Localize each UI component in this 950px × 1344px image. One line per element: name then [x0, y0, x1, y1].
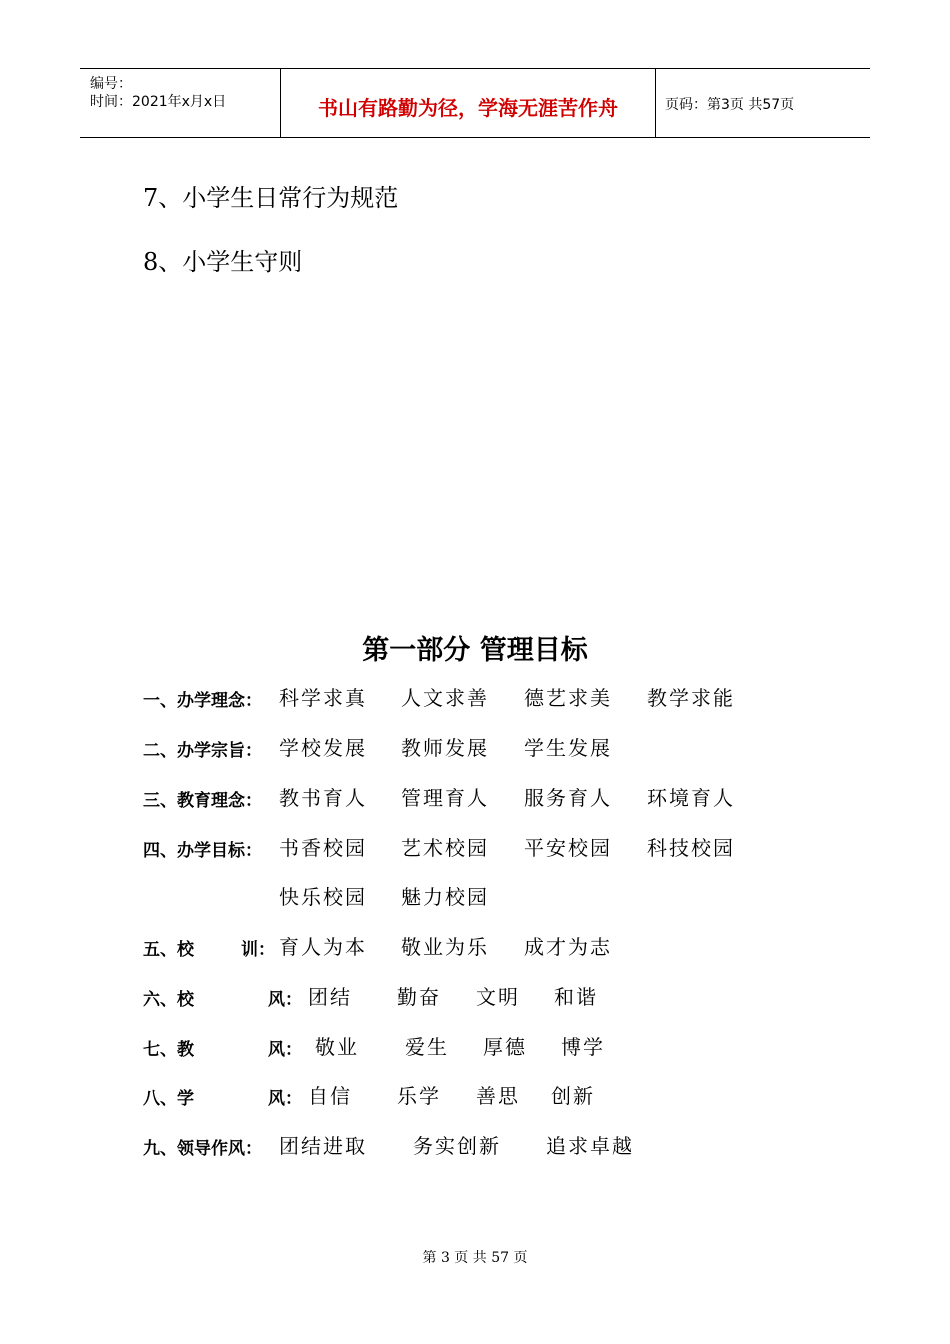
goal-value: 快乐校园 — [279, 885, 367, 909]
goal-value: 育人为本 — [279, 935, 367, 959]
goal-row — [143, 682, 843, 712]
goal-value: 创新 — [551, 1084, 595, 1108]
goal-value: 成才为志 — [524, 935, 612, 959]
section-title: 第一部分 管理目标 — [362, 635, 588, 666]
page-header — [80, 68, 870, 138]
goal-value: 教书育人 — [279, 786, 367, 810]
goal-row — [143, 931, 843, 961]
goal-row — [143, 732, 843, 762]
page-footer: 第 3 页 共 57 页 — [422, 1250, 528, 1266]
goal-label: 九、领导作风： — [143, 1139, 262, 1159]
goal-value: 敬业为乐 — [401, 935, 489, 959]
goal-value: 人文求善 — [401, 686, 489, 710]
date-label: 时间：2021年x月x日 — [90, 94, 227, 110]
goal-label: 八、学 — [143, 1089, 194, 1109]
goal-value: 自信 — [308, 1084, 352, 1108]
goal-value: 敬业 — [315, 1035, 359, 1059]
goal-row — [143, 881, 843, 911]
goal-value: 学生发展 — [524, 736, 612, 760]
goal-label: 二、办学宗旨： — [143, 741, 262, 761]
goal-value: 和谐 — [554, 985, 598, 1009]
goal-value: 爱生 — [405, 1035, 449, 1059]
header-motto-cell — [280, 69, 656, 137]
goal-value: 务实创新 — [413, 1134, 501, 1158]
goal-value: 教学求能 — [647, 686, 735, 710]
goal-label-end: 风： — [268, 1089, 302, 1109]
goal-value: 艺术校园 — [401, 836, 489, 860]
header-right-cell — [655, 69, 870, 137]
goal-value: 文明 — [476, 985, 520, 1009]
goal-label: 七、教 — [143, 1040, 194, 1060]
list-item: 8、小学生守则 — [143, 248, 303, 276]
goal-label: 一、办学理念： — [143, 691, 262, 711]
goal-value: 服务育人 — [524, 786, 612, 810]
goal-value: 乐学 — [397, 1084, 441, 1108]
goal-value: 团结 — [308, 985, 352, 1009]
goal-row — [143, 782, 843, 812]
goal-label: 四、办学目标： — [143, 841, 262, 861]
page-info: 页码：第3页 共57页 — [665, 97, 795, 113]
goal-value: 德艺求美 — [524, 686, 612, 710]
goal-value: 环境育人 — [647, 786, 735, 810]
goal-value: 善思 — [476, 1084, 520, 1108]
number-label: 编号： — [90, 76, 132, 92]
goal-value: 平安校园 — [524, 836, 612, 860]
goal-label: 三、教育理念： — [143, 791, 262, 811]
goal-row — [143, 832, 843, 862]
goal-value: 勤奋 — [397, 985, 441, 1009]
motto: 书山有路勤为径，学海无涯苦作舟 — [318, 96, 618, 120]
goal-row — [143, 1031, 843, 1061]
header-left-cell — [80, 69, 280, 137]
goal-value: 博学 — [561, 1035, 605, 1059]
goal-row — [143, 1080, 843, 1110]
goal-value: 科学求真 — [279, 686, 367, 710]
goal-value: 追求卓越 — [546, 1134, 634, 1158]
goal-label-end: 训： — [241, 940, 275, 960]
goal-row — [143, 1130, 843, 1160]
goal-label: 六、校 — [143, 990, 194, 1010]
goal-label: 五、校 — [143, 940, 194, 960]
goal-label-end: 风： — [268, 990, 302, 1010]
list-item: 7、小学生日常行为规范 — [143, 184, 399, 212]
goal-row — [143, 981, 843, 1011]
goal-value: 科技校园 — [647, 836, 735, 860]
goal-value: 书香校园 — [279, 836, 367, 860]
goal-value: 教师发展 — [401, 736, 489, 760]
goal-value: 魅力校园 — [401, 885, 489, 909]
goal-value: 学校发展 — [279, 736, 367, 760]
goal-value: 管理育人 — [401, 786, 489, 810]
goal-label-end: 风： — [268, 1040, 302, 1060]
goal-value: 团结进取 — [279, 1134, 367, 1158]
goal-value: 厚德 — [483, 1035, 527, 1059]
